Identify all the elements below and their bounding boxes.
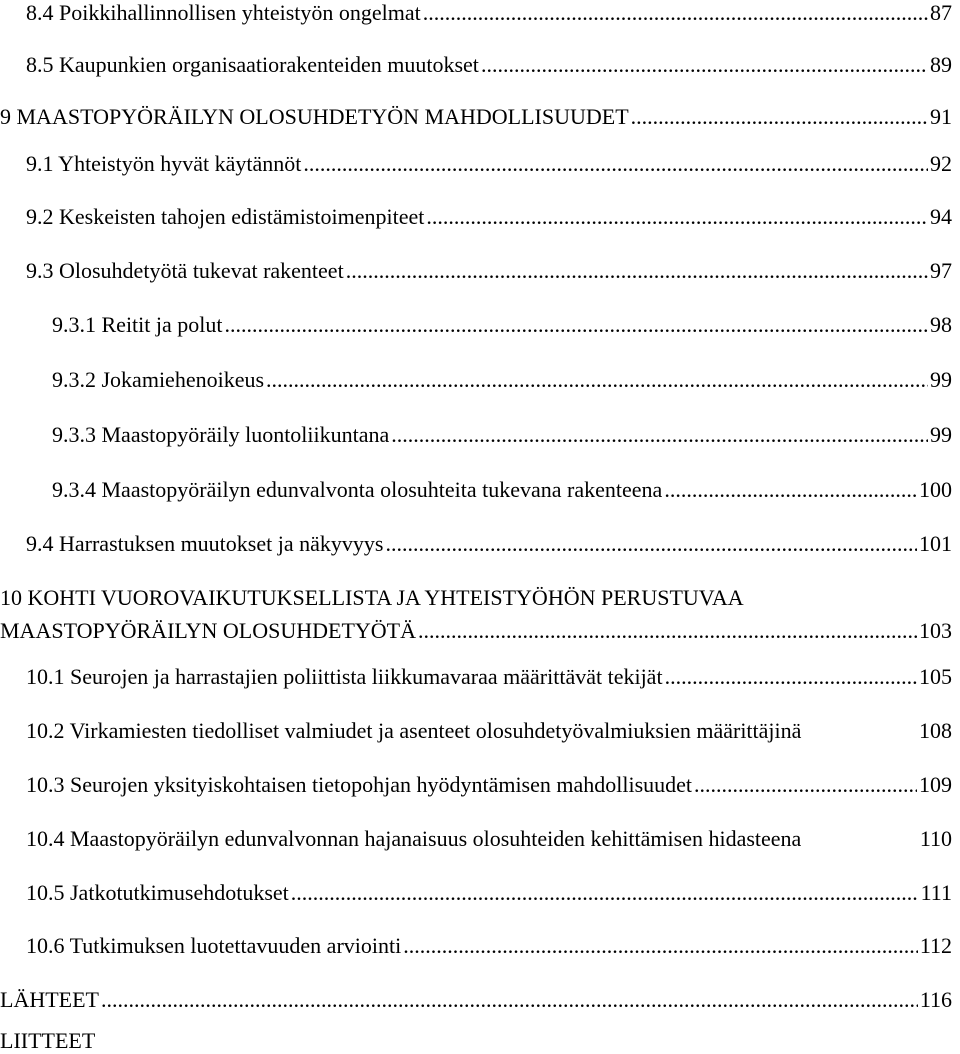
- toc-entry-9-2: [26, 204, 952, 230]
- dot-leader: [385, 531, 917, 557]
- toc-entry-9-3-3: [52, 422, 952, 448]
- toc-entry-page: 101: [919, 531, 952, 556]
- toc-entry-title: 8.5 Kaupunkien organisaatiorakenteiden muutokset: [26, 52, 479, 77]
- dot-leader: [403, 933, 918, 959]
- toc-entry-page: 110: [919, 826, 952, 851]
- toc-entry-title: 9.3.1 Reitit ja polut: [52, 312, 223, 337]
- dot-leader: [266, 367, 928, 393]
- toc-entry-title: MAASTOPYÖRÄILYN OLOSUHDETYÖTÄ: [0, 618, 417, 643]
- toc-entry-title: 9.4 Harrastuksen muutokset ja näkyvyys: [26, 531, 384, 556]
- toc-entry-9-3-4: [52, 477, 952, 503]
- toc-entry-title: 10.3 Seurojen yksityiskohtaisen tietopohjan hyödyntämisen mahdollisuudet: [26, 772, 693, 797]
- toc-entry-title: 9.3.4 Maastopyöräilyn edunvalvonta olosuhteita tukevana rakenteena: [52, 477, 663, 502]
- toc-entry-9-3-1: [52, 312, 952, 338]
- dot-leader: [665, 664, 917, 690]
- toc-entry-9-4: [26, 531, 952, 557]
- dot-leader: [225, 312, 929, 338]
- toc-entry-lahteet: [0, 987, 952, 1013]
- toc-entry-title: LIITTEET: [0, 1028, 96, 1053]
- dot-leader: [481, 52, 928, 78]
- toc-entry-10-6: [26, 933, 952, 959]
- toc-entry-liitteet: [0, 1028, 952, 1054]
- toc-entry-page: 94: [930, 204, 952, 229]
- toc-entry-page: 116: [919, 987, 952, 1012]
- toc-entry-9-1: [26, 151, 952, 177]
- toc-entry-title: 10.5 Jatkotutkimusehdotukset: [26, 880, 289, 905]
- toc-entry-page: 108: [919, 718, 952, 743]
- toc-entry-title: 9.3.2 Jokamiehenoikeus: [52, 367, 265, 392]
- toc-entry-page: 87: [930, 0, 952, 25]
- toc-entry-10: [0, 618, 952, 644]
- toc-entry-page: 100: [919, 477, 952, 502]
- toc-entry-9-3-2: [52, 367, 952, 393]
- dot-leader: [426, 204, 928, 230]
- dot-leader: [694, 772, 917, 798]
- toc-entry-10-line1: 10 KOHTI VUOROVAIKUTUKSELLISTA JA YHTEISTYÖHÖN PERUSTUVAA: [0, 585, 744, 610]
- toc-entry-8-5: [26, 52, 952, 78]
- toc-entry-9: [0, 104, 952, 130]
- toc-entry-title: 10.6 Tutkimuksen luotettavuuden arviointi: [26, 933, 402, 958]
- toc-entry-title: 9 MAASTOPYÖRÄILYN OLOSUHDETYÖN MAHDOLLISUUDET: [0, 104, 629, 129]
- toc-entry-title: 9.3.3 Maastopyöräily luontoliikuntana: [52, 422, 390, 447]
- toc-entry-10-2: [26, 718, 952, 744]
- dot-leader: [291, 880, 919, 906]
- toc-entry-title: 10.1 Seurojen ja harrastajien poliittista liikkumavaraa määrittävät tekijät: [26, 664, 663, 689]
- dot-leader: [423, 0, 928, 26]
- toc-entry-title: 9.3 Olosuhdetyötä tukevat rakenteet: [26, 258, 344, 283]
- toc-entry-page: 105: [919, 664, 952, 689]
- toc-entry-title: LÄHTEET: [0, 987, 99, 1012]
- dot-leader: [664, 477, 917, 503]
- toc-entry-title: 8.4 Poikkihallinnollisen yhteistyön ongelmat: [26, 0, 421, 25]
- toc-entry-page: 103: [919, 618, 952, 643]
- toc-entry-page: 92: [930, 151, 952, 176]
- toc-entry-page: 89: [930, 52, 952, 77]
- toc-entry-title: 10.4 Maastopyöräilyn edunvalvonnan hajanaisuus olosuhteiden kehittämisen hidasteena: [26, 826, 802, 851]
- toc-entry-10-3: [26, 772, 952, 798]
- dot-leader: [101, 987, 918, 1013]
- toc-entry-title: 10.2 Virkamiesten tiedolliset valmiudet ja asenteet olosuhdetyövalmiuksien määrittäjinä: [26, 718, 802, 743]
- dot-leader: [418, 618, 917, 644]
- toc-entry-10-1: [26, 664, 952, 690]
- toc-entry-9-3: [26, 258, 952, 284]
- dot-leader: [391, 422, 928, 448]
- toc-entry-10-5: [26, 880, 952, 906]
- toc-entry-title: 9.1 Yhteistyön hyvät käytännöt: [26, 151, 302, 176]
- dot-leader: [303, 151, 928, 177]
- dot-leader: [346, 258, 928, 284]
- toc-entry-title: 9.2 Keskeisten tahojen edistämistoimenpiteet: [26, 204, 425, 229]
- toc-entry-8-4: [26, 0, 952, 26]
- toc-entry-10-4: [26, 826, 952, 852]
- dot-leader: [631, 104, 928, 130]
- toc-entry-page: 98: [930, 312, 952, 337]
- toc-entry-page: 97: [930, 258, 952, 283]
- toc-entry-page: 91: [930, 104, 952, 129]
- toc-entry-page: 99: [930, 367, 952, 392]
- toc-entry-page: 99: [930, 422, 952, 447]
- toc-entry-page: 111: [920, 880, 952, 905]
- toc-entry-page: 109: [919, 772, 952, 797]
- toc-entry-page: 112: [919, 933, 952, 958]
